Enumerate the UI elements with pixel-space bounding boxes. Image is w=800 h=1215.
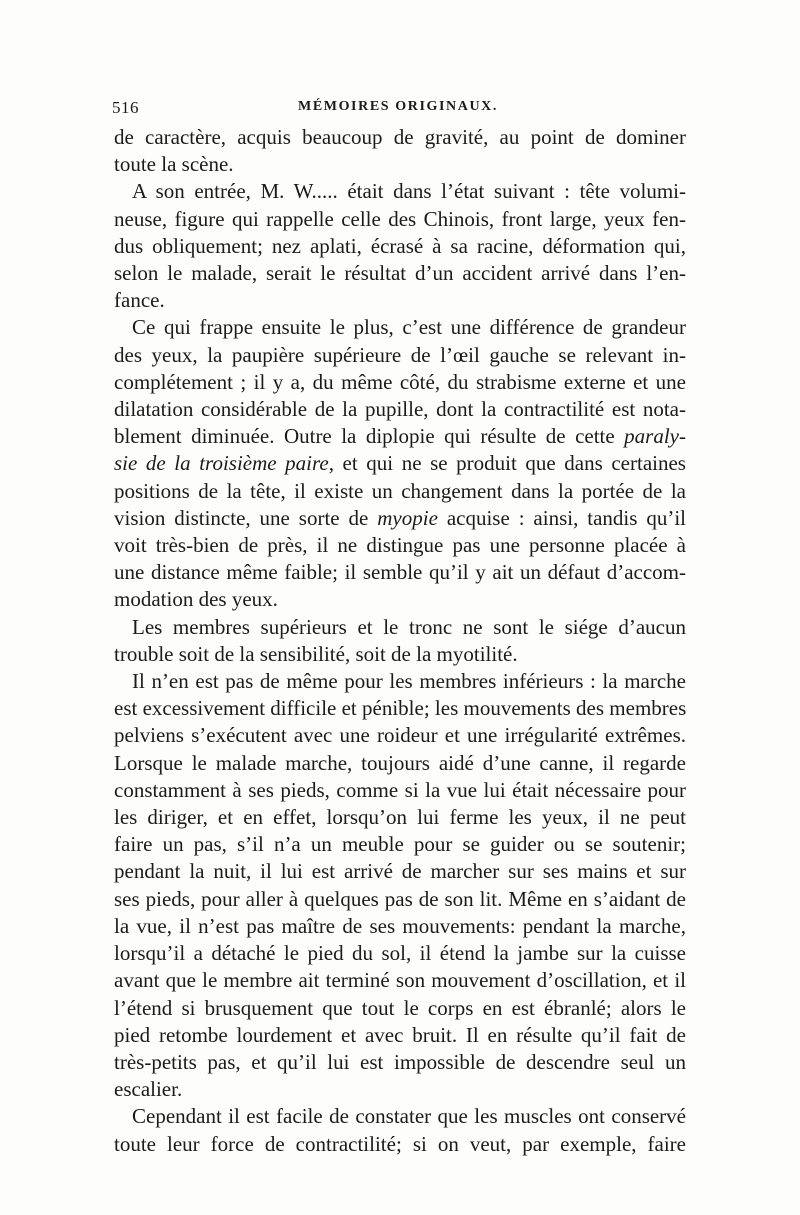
text-line: dus obliquement; nez aplati, écrasé à sa racine, déformation qui, [114, 233, 686, 258]
text-line: constamment à ses pieds, comme si la vue lui était nécessaire pour [114, 777, 686, 802]
text-line: Ce qui frappe ensuite le plus, c’est une différence de grandeur [132, 315, 686, 340]
text-line: de caractère, acquis beaucoup de gravité, au point de dominer [114, 125, 686, 149]
text-line: toute la scène. [114, 152, 234, 177]
paragraph-5 [114, 668, 686, 1103]
text-line: est excessivement difficile et pénible; les mouvements des membres [114, 696, 686, 721]
text-line: avant que le membre ait terminé son mouvement d’oscillation, et il [114, 968, 686, 993]
text-line: neuse, figure qui rappelle celle des Chinois, front large, yeux fen- [114, 206, 686, 231]
text-segment: vision distincte, une sorte de [114, 505, 378, 530]
text-line: voit très-bien de près, il ne distingue pas une personne placée à [114, 533, 686, 558]
text-line: la vue, il n’est pas maître de ses mouvements: pendant la marche, [114, 913, 686, 938]
text-line: Il n’en est pas de même pour les membres inférieurs : la marche [132, 669, 686, 694]
text-line: l’étend si brusquement que tout le corps en est ébranlé; alors le [114, 995, 686, 1020]
text-line: pied retombe lourdement et avec bruit. Il en résulte qu’il fait de [114, 1022, 686, 1047]
paragraph-6 [114, 1103, 686, 1157]
text-line: une distance même faible; il semble qu’il y ait un défaut d’accom- [114, 560, 686, 585]
paragraph-1 [114, 124, 686, 178]
text-line: des yeux, la paupière supérieure de l’œil gauche se relevant in- [114, 342, 686, 367]
text-line: lorsqu’il a détaché le pied du sol, il étend la jambe sur la cuisse [114, 941, 686, 966]
text-segment: blement diminuée. Outre la diplopie qui résulte de cette [114, 424, 625, 449]
running-title: MÉMOIRES ORIGINAUX. [298, 99, 498, 114]
body-text [114, 124, 686, 1158]
text-line: pelviens s’exécutent avec une roideur et une irrégularité extrêmes. [114, 723, 686, 748]
text-line: escalier. [114, 1077, 183, 1102]
text-segment: acquise : ainsi, tandis qu’il [437, 505, 686, 530]
text-line [114, 505, 686, 532]
text-line: A son entrée, M. W..... était dans l’état suivant : tête volumi- [132, 179, 686, 204]
text-line: complétement ; il y a, du même côté, du strabisme externe et une [114, 369, 686, 394]
text-line: très-petits pas, et qu’il lui est impossible de descendre seul un [114, 1049, 686, 1074]
page-number: 516 [112, 98, 139, 117]
running-head [112, 98, 688, 120]
paragraph-2 [114, 178, 686, 314]
text-line: Cependant il est facile de constater que les muscles ont conservé [132, 1104, 686, 1129]
text-line: positions de la tête, il existe un changement dans la portée de la [114, 478, 686, 503]
text-line: modation des yeux. [114, 587, 278, 612]
text-line: trouble soit de la sensibilité, soit de la myotilité. [114, 641, 518, 666]
text-line: fance. [114, 288, 165, 313]
text-line: faire un pas, s’il n’a un meuble pour se guider ou se soutenir; [114, 832, 686, 857]
text-segment: et qui ne se produit que dans certaines [333, 451, 686, 476]
text-line: dilatation considérable de la pupille, dont la contractilité est nota- [114, 397, 686, 422]
text-line: les diriger, et en effet, lorsqu’on lui ferme les yeux, il ne peut [114, 805, 686, 830]
text-line: Lorsque le malade marche, toujours aidé d’une canne, il regarde [114, 750, 686, 775]
italic-term: sie de la troisième paire, [114, 451, 334, 476]
text-line: ses pieds, pour aller à quelques pas de son lit. Même en s’aidant de [114, 886, 686, 911]
text-line: selon le malade, serait le résultat d’un accident arrivé dans l’en- [114, 261, 686, 286]
text-line: pendant la nuit, il lui est arrivé de marcher sur ses mains et sur [114, 859, 686, 884]
italic-term: myopie [377, 505, 438, 530]
paragraph-4 [114, 614, 686, 668]
text-line: Les membres supérieurs et le tronc ne sont le siége d’aucun [132, 614, 686, 639]
text-line [114, 423, 686, 450]
text-line: toute leur force de contractilité; si on veut, par exemple, faire [114, 1131, 686, 1156]
italic-term: paraly- [624, 424, 686, 449]
paragraph-3 [114, 314, 686, 613]
text-line [114, 450, 686, 477]
